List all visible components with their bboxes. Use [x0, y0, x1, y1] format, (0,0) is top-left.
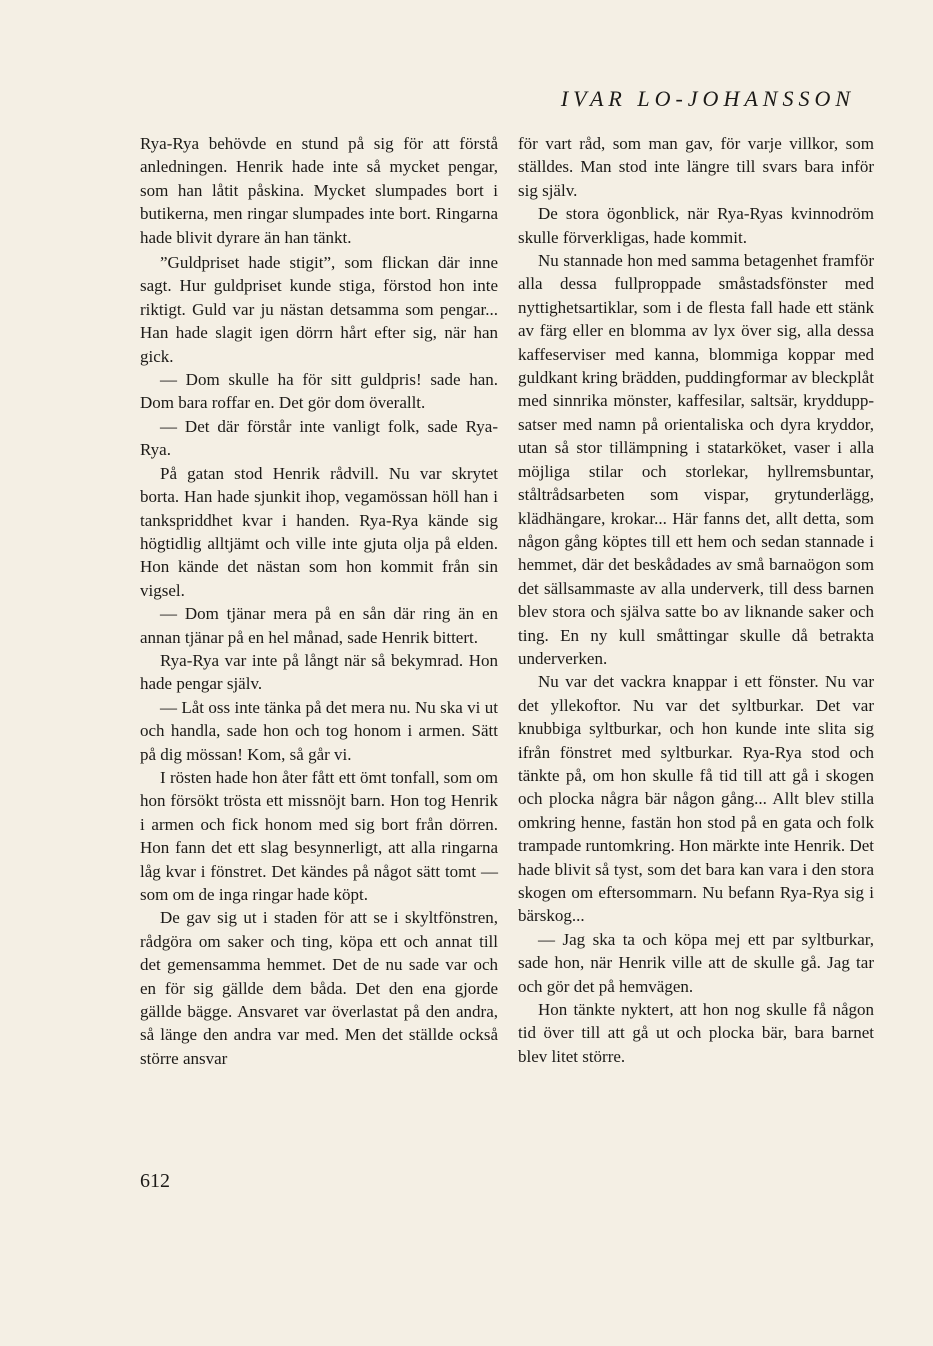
paragraph: De gav sig ut i staden för att se i skyltfönstren, rådgöra om saker och ting, köpa ett och annat till det gemensamma hemmet. Det de nu sade var och en för sig gällde dem båda. Det den ena gjorde gällde bägge. Ansvaret var överlastat på den andra, så länge den andra var med. Men det ställde också större ansvar	[140, 908, 498, 1068]
paragraph: — Låt oss inte tänka på det mera nu. Nu ska vi ut och handla, sade hon och tog honom i armen. Sätt på dig mössan! Kom, så går vi.	[140, 697, 498, 764]
paragraph: På gatan stod Henrik rådvill. Nu var skrytet borta. Han hade sjunkit ihop, vegamössan höll han i tankspriddhet kvar i handen. Rya-Rya kände sig högtidlig alltjämt och ville inte gjuta olja på elden. Hon kände det nästan som hon kommit från sin vigsel.	[140, 463, 498, 600]
paragraph: I rösten hade hon åter fått ett ömt tonfall, som om hon försökt trösta ett missnöjt barn. Hon tog Henrik i armen och fick honom med sig bort från dörren. Hon fann det ett slag besynnerligt, att alla ringarna låg kvar i fönstret. Det kändes på något sätt tomt — som om de inga ringar hade köpt.	[140, 767, 498, 904]
paragraph: Rya-Rya behövde en stund på sig för att förstå anledningen. Henrik hade inte så mycket pengar, som han låtit påskina. Mycket slumpades bort i butikerna, men ringar slumpades inte bort. Ringarna hade blivit dyrare än han tänkt.	[140, 134, 498, 247]
paragraph: — Det där förstår inte vanligt folk, sade Rya-Rya.	[140, 416, 498, 460]
paragraph: för vart råd, som man gav, för varje villkor, som ställdes. Man stod inte längre till svars bara inför sig själv.	[518, 134, 874, 200]
running-head: IVAR LO-JOHANSSON	[560, 86, 855, 111]
paragraph: Hon tänkte nyktert, att hon nog skulle få någon tid över till att gå ut och plocka bär, bara barnet blev litet större.	[518, 1000, 874, 1066]
page-number: 612	[140, 1170, 170, 1192]
left-column	[140, 132, 498, 1070]
paragraph: — Dom tjänar mera på en sån där ring än en annan tjänar på en hel månad, sade Henrik bittert.	[140, 604, 498, 647]
paragraph: — Jag ska ta och köpa mej ett par syltburkar, sade hon, när Henrik ville att de skulle gå. Jag tar och gör det på hemvägen.	[518, 929, 874, 996]
paragraph: Rya-Rya var inte på långt när så bekymrad. Hon hade pengar själv.	[140, 650, 498, 694]
paragraph: — Dom skulle ha för sitt guldpris! sade han. Dom bara roffar en. Det gör dom överallt.	[140, 370, 498, 413]
paragraph: Nu var det vackra knappar i ett fönster. Nu var det yllekoftor. Nu var det syltburkar. Det var knubbiga syltburkar, och hon kunde inte slita sig ifrån fönstret med syltburkar. Rya-Rya stod och tänkte på, om hon skulle få tid till att gå i skogen och plocka några bär någon gång... Allt blev stilla omkring henne, fastän hon stod på en gata och folk trampade runtomkring. Hon märkte inte Henrik. Det hade blivit så tyst, som det bara kan vara i den stora skogen om eftersommarn. Nu befann Rya-Rya sig i bärskog...	[518, 672, 874, 926]
paragraph: ”Guldpriset hade stigit”, som flickan där inne sagt. Hur guldpriset kunde stiga, förstod hon inte riktigt. Guld var ju nästan detsamma som pengar... Han hade slagit igen dörrn hårt efter sig, när han gick.	[140, 253, 498, 366]
paragraph: De stora ögonblick, när Rya-Ryas kvinnodröm skulle förverkligas, hade kommit.	[518, 204, 874, 247]
paragraph: Nu stannade hon med samma betagenhet framför alla dessa fullproppade småstadsfönster med nyttighetsartiklar, som i de flesta fall hade ett stänk av färg eller en blomma av lyx över sig, alla dessa kaffeserviser med kanna, blommiga koppar med guldkant kring brädden, puddingformar av bleckplåt med sinnrika mönster, kaffesilar, saltsär, kryddupp-satser med namn på orientaliska och dyra kryddor, utan så stor tillämpning i statarköket, vaser i alla möjliga stilar och storlekar, hyllremsbuntar, ståltrådsarbeten som vispar, grytunderlägg, klädhängare, krokar... Här fanns det, allt detta, som någon gång köptes till ett hem och sedan stannade i hemmet, där det beskådades av små barnaögon som det sällsammaste av alla underverk, till dess barnen blev stora och själva satte bo av liknande saker och ting. En ny kull småttingar skulle då betrakta underverken.	[518, 251, 874, 668]
right-column	[518, 132, 874, 1068]
